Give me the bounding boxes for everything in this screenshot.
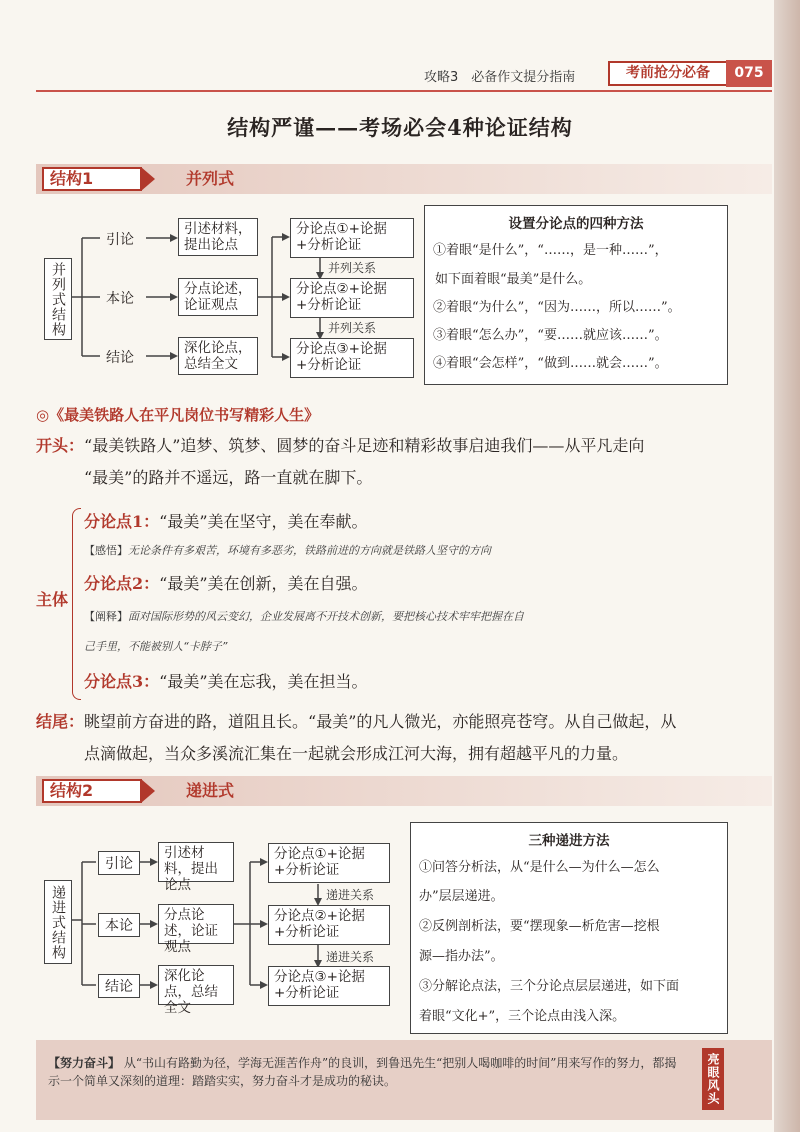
point-3-tag: 分论点3：: [84, 672, 160, 691]
section2-panel-line-6: 着眼“文化+”，三个论点由浅入深。: [419, 1009, 626, 1024]
section2-branch-2: 本论: [98, 913, 140, 937]
opening-line-1: “最美铁路人”追梦、筑梦、圆梦的奋斗足迹和精彩故事启迪我们——从平凡走向: [84, 436, 645, 455]
footer-body: 从“书山有路勤为径，学海无涯苦作舟”的良训，到鲁迅先生“把别人喝咖啡的时间”用来写作的努力，都揭示一个简单又深刻的道理：踏踏实实，努力奋斗才是成功的秘诀。: [48, 1056, 677, 1088]
section2-mid-2: 分点论述，论证观点: [158, 904, 234, 944]
note-2-line-2: 己手里，不能被别人“卡脖子”: [84, 640, 228, 653]
section1-point-3: 分论点③+论据+分析论证: [290, 338, 414, 378]
ending-line-1: 眺望前方奋进的路，道阻且长。“最美”的凡人微光，亦能照亮苍穹。从自己做起，从: [84, 712, 677, 731]
section2-branch-3: 结论: [98, 974, 140, 998]
point-1: [84, 506, 764, 538]
section1-branch-1: 引论: [104, 229, 136, 249]
body-tag: 主体: [36, 590, 69, 609]
point-2: [84, 568, 764, 600]
section1-relation-1: 并列关系: [328, 261, 377, 275]
section1-panel-line-5: ④着眼“会怎样”，“做到……就会……”。: [433, 356, 668, 371]
section1-panel-line-3: ②着眼“为什么”，“因为……，所以……”。: [433, 300, 681, 315]
section1-tab: 结构1: [42, 167, 142, 191]
article-opening: [36, 430, 776, 462]
section2-point-1: 分论点①+论据+分析论证: [268, 843, 390, 883]
opening-tag: 开头：: [36, 436, 85, 455]
section1-mid-1: 引述材料，提出论点: [178, 218, 258, 256]
footer-tag: 【努力奋斗】: [48, 1056, 121, 1070]
point-3: [84, 666, 764, 698]
section1-mid-2: 分点论述，论证观点: [178, 278, 258, 316]
section2-relation-1: 递进关系: [326, 888, 375, 902]
section1-panel-title: 设置分论点的四种方法: [508, 216, 644, 232]
section1-panel-line-2: 如下面着眼“最美”是什么。: [435, 272, 592, 287]
article-ending: [36, 706, 776, 738]
section2-panel-line-2: 办”层层递进。: [419, 889, 504, 904]
point-1-text: “最美”美在坚守，美在奉献。: [159, 512, 368, 531]
section2-point-2: 分论点②+论据+分析论证: [268, 905, 390, 945]
section2-methods-panel: [410, 822, 728, 1034]
ending-line-2: 点滴做起，当众多溪流汇集在一起就会形成江河大海，拥有超越平凡的力量。: [84, 744, 629, 763]
section1-panel-line-1: ①着眼“是什么”，“……，是一种……”，: [433, 243, 668, 258]
section2-branch-1: 引论: [98, 851, 140, 875]
section1-methods-panel: [424, 205, 728, 385]
section2-panel-line-5: ③分解论点法，三个分论点层层递进，如下面: [419, 979, 680, 994]
section1-point-2: 分论点②+论据+分析论证: [290, 278, 414, 318]
ending-tag: 结尾：: [36, 712, 85, 731]
section2-root-box: 递进式结构: [44, 880, 72, 964]
section2-panel-title: 三种递进方法: [528, 833, 610, 849]
section1-mid-3: 深化论点，总结全文: [178, 337, 258, 375]
header-crumb: 攻略3 必备作文提分指南: [424, 70, 576, 85]
section2-panel-line-1: ①问答分析法，从“是什么—为什么—怎么: [419, 860, 660, 875]
section2-panel-line-3: ②反例剖析法，要“摆现象—析危害—挖根: [419, 919, 660, 934]
section1-name: 并列式: [186, 169, 235, 188]
note-2: 【阐释】面对国际形势的风云变幻，企业发展离不开技术创新，要把核心技术牢牢把握在自: [84, 610, 524, 623]
section1-relation-2: 并列关系: [328, 321, 377, 335]
footer-text: [48, 1054, 688, 1090]
point-2-text: “最美”美在创新，美在自强。: [159, 574, 368, 593]
page-number: 075: [726, 60, 772, 87]
section2-name: 递进式: [186, 781, 235, 800]
opening-line-2: “最美”的路并不遥远，路一直就在脚下。: [84, 468, 373, 487]
section2-panel-line-4: 源—指办法”。: [419, 949, 504, 964]
section2-bar: [36, 776, 772, 806]
header-badge: 考前抢分必备: [608, 61, 726, 86]
chevron-right-icon: [141, 779, 155, 803]
note-1: 【感悟】无论条件有多艰苦，环境有多恶劣，铁路前进的方向就是铁路人坚守的方向: [84, 544, 491, 557]
section1-branch-3: 结论: [104, 347, 136, 367]
section1-panel-line-4: ③着眼“怎么办”，“要……就应该……”。: [433, 328, 668, 343]
body-brace: [72, 508, 81, 700]
point-2-tag: 分论点2：: [84, 574, 160, 593]
page-title: 结构严谨——考场必会4种论证结构: [227, 115, 573, 140]
section2-tab: 结构2: [42, 779, 142, 803]
section2-mid-1: 引述材料，提出论点: [158, 842, 234, 882]
section2-mid-3: 深化论点，总结全文: [158, 965, 234, 1005]
footer-side-label: 亮眼风头: [702, 1048, 724, 1110]
point-1-tag: 分论点1：: [84, 512, 160, 531]
section1-point-1: 分论点①+论据+分析论证: [290, 218, 414, 258]
section1-branch-2: 本论: [104, 288, 136, 308]
section2-relation-2: 递进关系: [326, 950, 375, 964]
section2-point-3: 分论点③+论据+分析论证: [268, 966, 390, 1006]
point-3-text: “最美”美在忘我，美在担当。: [159, 672, 368, 691]
article-title: ◎《最美铁路人在平凡岗位书写精彩人生》: [36, 406, 320, 424]
section1-root-box: 并列式结构: [44, 258, 72, 340]
